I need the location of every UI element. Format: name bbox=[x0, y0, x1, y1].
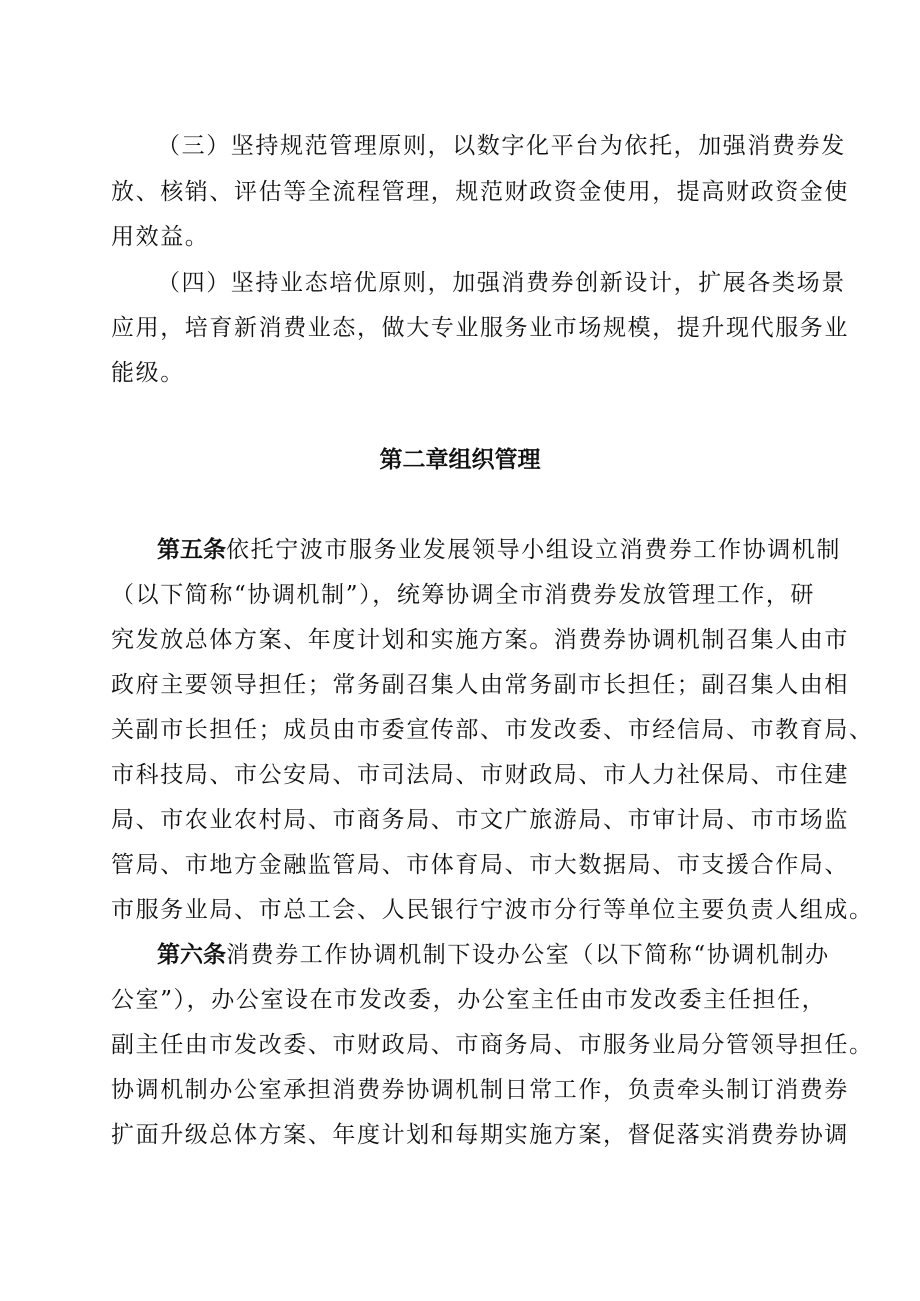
article-6-line-5: 扩面升级总体方案、年度计划和每期实施方案，督促落实消费券协调 bbox=[111, 1122, 849, 1148]
article-5-label: 第五条 bbox=[157, 537, 226, 563]
section-3-line-2: 放、核销、评估等全流程管理，规范财政资金使用，提高财政资金使 bbox=[111, 179, 849, 205]
article-6-line-3: 副主任由市发改委、市财政局、市商务局、市服务业局分管领导担任。 bbox=[111, 1032, 874, 1058]
article-5-line-6: 市科技局、市公安局、市司法局、市财政局、市人力社保局、市住建 bbox=[111, 762, 849, 788]
article-5-line-8: 管局、市地方金融监管局、市体育局、市大数据局、市支援合作局、 bbox=[111, 852, 849, 878]
article-5-line-4: 政府主要领导担任；常务副召集人由常务副市长担任；副召集人由相 bbox=[111, 672, 849, 698]
article-6-first-text: 消费券工作协调机制下设办公室（以下简称“协调机制办 bbox=[226, 942, 830, 968]
article-5-first-line bbox=[157, 527, 841, 573]
article-5-line-9: 市服务业局、市总工会、人民银行宁波市分行等单位主要负责人组成。 bbox=[111, 897, 874, 923]
section-3-line-1: （三）坚持规范管理原则，以数字化平台为依托，加强消费券发 bbox=[157, 133, 846, 159]
article-6-label: 第六条 bbox=[157, 942, 226, 968]
section-3-line-3: 用效益。 bbox=[111, 224, 210, 250]
section-4-line-3: 能级。 bbox=[111, 360, 185, 386]
section-4-line-2: 应用，培育新消费业态，做大专业服务业市场规模，提升现代服务业 bbox=[111, 315, 849, 341]
article-6-line-4: 协调机制办公室承担消费券协调机制日常工作，负责牵头制订消费券 bbox=[111, 1077, 849, 1103]
article-5-first-text: 依托宁波市服务业发展领导小组设立消费券工作协调机制 bbox=[226, 537, 841, 563]
section-4-line-1: （四）坚持业态培优原则，加强消费券创新设计，扩展各类场景 bbox=[157, 270, 846, 296]
article-5-line-5: 关副市长担任；成员由市委宣传部、市发改委、市经信局、市教育局、 bbox=[111, 717, 874, 743]
article-5-line-3: 究发放总体方案、年度计划和实施方案。消费券协调机制召集人由市 bbox=[111, 627, 849, 653]
article-5-line-7: 局、市农业农村局、市商务局、市文广旅游局、市审计局、市市场监 bbox=[111, 807, 849, 833]
chapter-heading: 第二章组织管理 bbox=[379, 447, 541, 473]
article-5-line-2: （以下简称“协调机制”），统筹协调全市消费券发放管理工作，研 bbox=[111, 582, 816, 608]
article-6-first-line bbox=[157, 932, 830, 978]
article-6-line-2: 公室”），办公室设在市发改委，办公室主任由市发改委主任担任， bbox=[111, 987, 827, 1013]
